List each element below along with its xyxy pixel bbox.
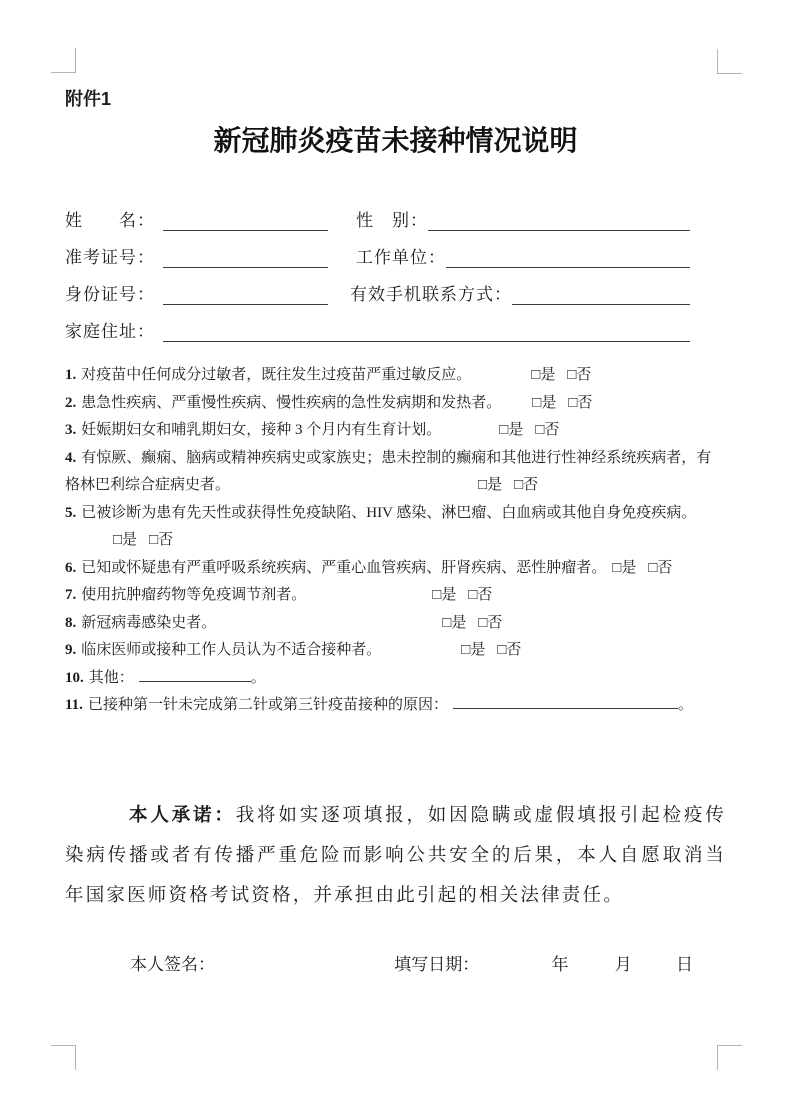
question-1 — [65, 362, 726, 390]
checkbox-yes[interactable]: □是 — [499, 422, 524, 438]
spacer — [441, 433, 499, 434]
form-row-examno-workunit — [65, 231, 690, 268]
yes-no-checkboxes — [612, 560, 672, 576]
checkbox-yes[interactable]: □是 — [113, 532, 138, 548]
yes-no-checkboxes — [478, 477, 538, 493]
question-text: 患急性疾病、严重慢性疾病、慢性疾病的急性发病期和发热者。 — [81, 394, 502, 411]
question-6 — [65, 555, 726, 583]
question-10 — [65, 665, 726, 693]
question-number: 7. — [65, 587, 77, 603]
yes-no-checkboxes — [442, 615, 502, 631]
yes-no-checkboxes — [532, 395, 592, 411]
question-number: 10. — [65, 669, 84, 686]
checkbox-no[interactable]: □否 — [568, 394, 593, 411]
checkbox-no[interactable]: □否 — [468, 587, 493, 603]
yes-no-checkboxes — [461, 642, 521, 658]
question-11 — [65, 692, 726, 720]
question-text: 临床医师或接种工作人员认为不适合接种者。 — [81, 642, 382, 658]
checkbox-no[interactable]: □否 — [514, 477, 539, 493]
period-suffix: 。 — [677, 697, 693, 713]
yes-no-checkboxes — [531, 367, 591, 383]
question-number: 8. — [65, 614, 77, 631]
question-number: 9. — [65, 642, 77, 658]
sign-label: 本人签名： — [130, 954, 215, 974]
month-label: 月 — [614, 954, 632, 974]
checkbox-yes[interactable]: □是 — [531, 367, 556, 383]
question-text: 已被诊断为患有先天性或获得性免疫缺陷、HIV 感染、淋巴瘤、白血病或其他自身免疫疾病。 — [81, 504, 697, 521]
date-label: 填写日期： — [394, 954, 480, 974]
page-content — [65, 0, 726, 975]
period-suffix: 。 — [250, 669, 266, 686]
question-number: 1. — [65, 367, 77, 383]
question-text: 有惊厥、癫痫、脑病或精神疾病史或家族史；患未控制的癫痫和其他进行性神经系统疾病者，有格林巴利综合症病史者。 — [65, 449, 712, 493]
question-text: 新冠病毒感染史者。 — [81, 614, 217, 631]
question-text: 已知或怀疑患有严重呼吸系统疾病、严重心血管疾病、肝肾疾病、恶性肿瘤者。 — [81, 559, 607, 576]
corner-mark-bottom-right — [717, 1045, 742, 1070]
checkbox-no[interactable]: □否 — [648, 559, 673, 576]
day-label: 日 — [676, 954, 693, 974]
spacer — [501, 406, 532, 407]
declaration-lead: 本人承诺： — [129, 805, 236, 826]
spacer — [230, 488, 478, 489]
corner-mark-bottom-left — [51, 1045, 76, 1070]
question-text: 使用抗肿瘤药物等免疫调节剂者。 — [81, 587, 307, 603]
name-input-line[interactable] — [163, 206, 328, 231]
question-number: 2. — [65, 394, 77, 411]
checkbox-yes[interactable]: □是 — [532, 394, 557, 411]
address-label: 家庭住址： — [65, 322, 155, 341]
question-7 — [65, 582, 726, 610]
question-number: 5. — [65, 504, 77, 521]
checkbox-no[interactable]: □否 — [535, 422, 560, 438]
question-3 — [65, 417, 726, 445]
checkbox-yes[interactable]: □是 — [442, 614, 467, 631]
form-row-address — [65, 305, 690, 342]
question-8 — [65, 610, 726, 638]
attachment-label: 附件1 — [65, 89, 112, 109]
form-area — [65, 194, 726, 342]
id-no-label: 身份证号： — [65, 285, 155, 304]
form-row-name-gender — [65, 194, 690, 231]
address-input-line[interactable] — [163, 317, 690, 342]
spacer — [216, 626, 442, 627]
question-2 — [65, 390, 726, 418]
page-title: 新冠肺炎疫苗未接种情况说明 — [213, 125, 578, 156]
work-unit-input-line[interactable] — [446, 243, 690, 268]
question-text: 其他： — [88, 669, 134, 686]
form-row-idno-phone — [65, 268, 690, 305]
year-label: 年 — [551, 954, 569, 974]
declaration-body: 我将如实逐项填报，如因隐瞒或虚假填报引起检疫传染病传播或者有传播严重危险而影响公共安全的后果，本人自愿取消当年国家医师资格考试资格，并承担由此引起的相关法律责任。 — [65, 805, 726, 906]
name-label: 姓 名： — [65, 211, 155, 230]
question-number: 3. — [65, 422, 77, 438]
question-text: 妊娠期妇女和哺乳期妇女，接种 3 个月内有生育计划。 — [81, 422, 442, 438]
question-5 — [65, 500, 726, 555]
fill-in-blank-line[interactable] — [453, 692, 678, 709]
gender-input-line[interactable] — [428, 206, 690, 231]
checkbox-no[interactable]: □否 — [149, 532, 174, 548]
question-number: 4. — [65, 449, 77, 466]
question-9 — [65, 637, 726, 665]
question-number: 6. — [65, 559, 77, 576]
id-no-input-line[interactable] — [163, 280, 328, 305]
declaration-paragraph — [65, 796, 726, 916]
checkbox-yes[interactable]: □是 — [432, 587, 457, 603]
checkbox-no[interactable]: □否 — [478, 614, 503, 631]
yes-no-checkboxes — [499, 422, 559, 438]
yes-no-checkboxes — [432, 587, 492, 603]
work-unit-label: 工作单位： — [356, 248, 446, 267]
checkbox-yes[interactable]: □是 — [612, 559, 637, 576]
checkbox-no[interactable]: □否 — [497, 642, 522, 658]
question-text: 对疫苗中任何成分过敏者，既往发生过疫苗严重过敏反应。 — [81, 367, 472, 383]
signature-row — [65, 950, 726, 975]
question-list — [65, 362, 726, 720]
spacer — [381, 653, 461, 654]
gender-label: 性 别： — [356, 211, 428, 230]
exam-no-label: 准考证号： — [65, 248, 155, 267]
checkbox-yes[interactable]: □是 — [461, 642, 486, 658]
question-number: 11. — [65, 697, 83, 713]
phone-input-line[interactable] — [512, 280, 690, 305]
checkbox-no[interactable]: □否 — [567, 367, 592, 383]
fill-in-blank-line[interactable] — [139, 665, 251, 682]
spacer — [471, 378, 531, 379]
yes-no-checkboxes — [65, 527, 726, 555]
phone-label: 有效手机联系方式： — [350, 285, 512, 304]
exam-no-input-line[interactable] — [163, 243, 328, 268]
question-4 — [65, 445, 726, 500]
question-text: 已接种第一针未完成第二针或第三针疫苗接种的原因： — [87, 697, 448, 713]
spacer — [306, 598, 432, 599]
checkbox-yes[interactable]: □是 — [478, 477, 503, 493]
